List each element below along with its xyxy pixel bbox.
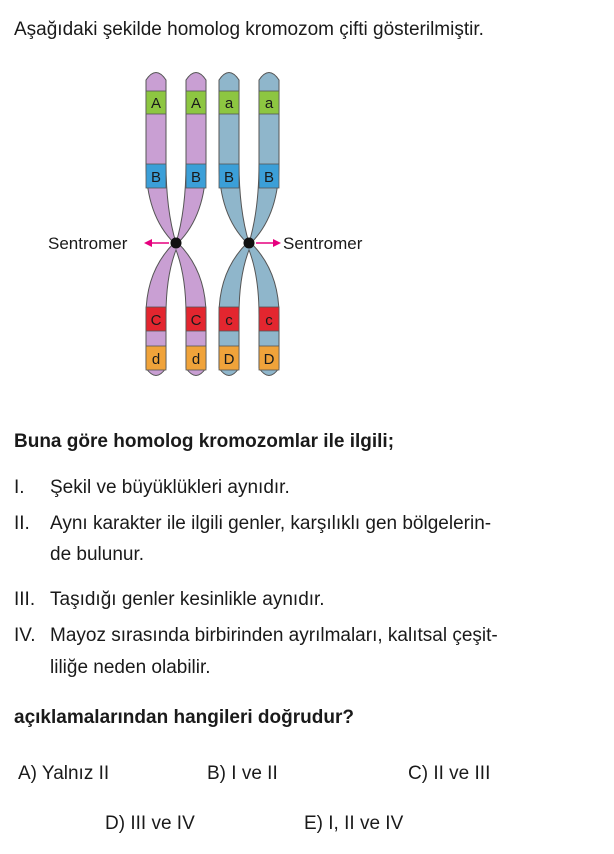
gene-c3-2: B <box>223 169 235 186</box>
statement-number: II. <box>14 513 30 534</box>
centromere-label-right: Sentromer <box>283 234 363 253</box>
arrow-right <box>256 239 281 247</box>
gene-c3-1: a <box>224 95 234 112</box>
homologous-chromosome-figure <box>0 60 614 390</box>
option-a[interactable]: A) Yalnız II <box>18 763 110 784</box>
gene-c4-2: B <box>263 169 275 186</box>
statement-number: I. <box>14 477 25 498</box>
gene-c2-3: C <box>190 312 202 329</box>
gene-c1-2: B <box>150 169 162 186</box>
arrow-left <box>144 239 169 247</box>
centromere-label-left: Sentromer <box>48 234 128 253</box>
option-d[interactable]: D) III ve IV <box>105 813 195 834</box>
centromere-right <box>244 238 255 249</box>
gene-c1-4: d <box>151 351 161 368</box>
gene-c4-4: D <box>263 351 275 368</box>
gene-c3-3: c <box>225 312 233 329</box>
statement-number: IV. <box>14 625 36 646</box>
gene-c1-1: A <box>150 95 162 112</box>
gene-c2-4: d <box>191 351 201 368</box>
statement-text-line-2: de bulunur. <box>50 544 145 565</box>
question-text: Buna göre homolog kromozomlar ile ilgili; <box>14 431 395 452</box>
intro-text: Aşağıdaki şekilde homolog kromozom çifti gösterilmiştir. <box>14 19 484 40</box>
statement-text-line-1: Mayoz sırasında birbirinden ayrılmaları, kalıtsal çeşit- <box>50 625 498 646</box>
gene-c4-1: a <box>264 95 274 112</box>
gene-c2-2: B <box>190 169 202 186</box>
statement-text: Şekil ve büyüklükleri aynıdır. <box>50 477 290 498</box>
gene-c4-3: c <box>265 312 273 329</box>
gene-c2-1: A <box>190 95 202 112</box>
option-b[interactable]: B) I ve II <box>207 763 278 784</box>
option-e[interactable]: E) I, II ve IV <box>304 813 404 834</box>
statement-text-line-1: Aynı karakter ile ilgili genler, karşılıklı gen bölgelerin- <box>50 513 492 534</box>
option-c[interactable]: C) II ve III <box>408 763 491 784</box>
statement-number: III. <box>14 589 36 610</box>
gene-c3-4: D <box>223 351 235 368</box>
gene-c1-3: C <box>150 312 162 329</box>
centromere-left <box>171 238 182 249</box>
statement-text-line-2: liliğe neden olabilir. <box>50 657 211 678</box>
prompt-text: açıklamalarından hangileri doğrudur? <box>14 707 354 728</box>
statement-text: Taşıdığı genler kesinlikle aynıdır. <box>50 589 325 610</box>
